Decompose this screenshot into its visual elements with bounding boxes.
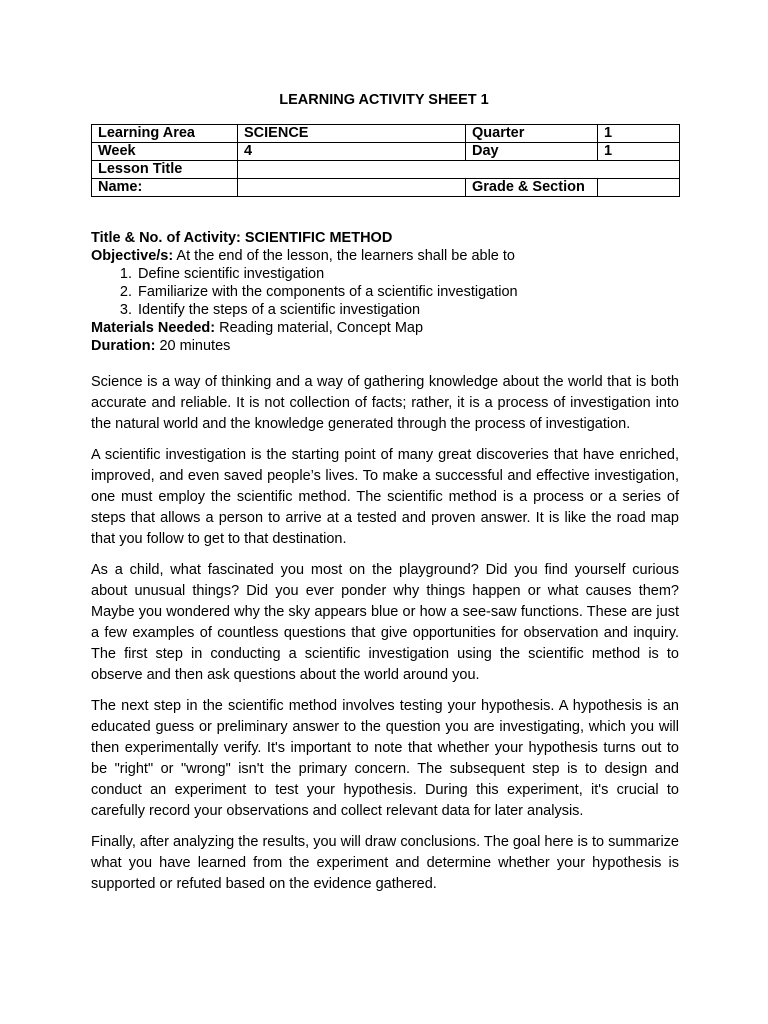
grade-section-label: Grade & Section [466,179,598,197]
day-value: 1 [598,143,680,161]
materials-label: Materials Needed: [91,320,216,336]
lesson-title-field[interactable] [238,161,680,179]
grade-section-field[interactable] [598,179,680,197]
quarter-label: Quarter [466,125,598,143]
materials-value: Reading material, Concept Map [215,320,424,336]
paragraph: Finally, after analyzing the results, you will draw conclusions. The goal here is to summarize what you have learned from the experiment and determine whether your hypothesis is supported or refuted based on the evidence gathered. [91,834,679,892]
objectives-list [91,265,681,319]
paragraph: Science is a way of thinking and a way of gathering knowledge about the world that is both accurate and reliable. It is not collection of facts; rather, it is a process of investigation into the natural world and the knowledge generated through the process of investigation. [91,374,679,432]
info-row-learning-area [92,125,680,143]
objectives-line [91,247,681,265]
info-row-name [92,179,680,197]
paragraph: As a child, what fascinated you most on the playground? Did you find yourself curious about unusual things? Did you ever ponder why things happen or what causes them? Maybe you wondered why the sky appears blue or how a see-saw functions. These are just a few examples of countless questions that give opportunities for observation and inquiry. The first step in conducting a scientific investigation using the scientific method is to observe and then ask questions about the world around you. [91,562,679,683]
info-row-week [92,143,680,161]
objective-item: 1. Define scientific investigation [136,265,681,283]
day-label: Day [466,143,598,161]
duration-value: 20 minutes [155,338,231,354]
name-label: Name: [92,179,238,197]
learning-area-value: SCIENCE [238,125,466,143]
objectives-label: Objective/s: [91,248,174,264]
duration-label: Duration: [91,338,156,354]
activity-title: Title & No. of Activity: SCIENTIFIC METHOD [91,230,393,246]
objective-item: 2. Familiarize with the components of a scientific investigation [136,283,681,301]
objective-item: 3. Identify the steps of a scientific investigation [136,301,681,319]
objectives-intro: At the end of the lesson, the learners shall be able to [173,248,515,264]
learning-area-label: Learning Area [92,125,238,143]
duration-line [91,337,681,355]
paragraph: A scientific investigation is the starting point of many great discoveries that have enriched, improved, and even saved people’s lives. To make a successful and effective investigation, one must employ the scientific method. The scientific method is a process or a series of steps that allows a person to arrive at a tested and proven answer. It is like the road map that you follow to get to that destination. [91,447,679,547]
lesson-title-label: Lesson Title [92,161,238,179]
paragraph: The next step in the scientific method involves testing your hypothesis. A hypothesis is an educated guess or preliminary answer to the question you are investigating, which you will then experimentally verify. It's important to note that whether your hypothesis turns out to be "right" or "wrong" isn't the primary concern. The subsequent step is to design and conduct an experiment to test your hypothesis. During this experiment, it's crucial to carefully record your observations and collect relevant data for later analysis. [91,698,679,819]
quarter-value: 1 [598,125,680,143]
week-value: 4 [238,143,466,161]
activity-details [91,229,681,355]
name-field[interactable] [238,179,466,197]
materials-line [91,319,681,337]
info-table [91,124,680,197]
sheet-title: LEARNING ACTIVITY SHEET 1 [279,92,489,108]
info-row-lesson-title [92,161,680,179]
week-label: Week [92,143,238,161]
reading-text [91,372,679,905]
